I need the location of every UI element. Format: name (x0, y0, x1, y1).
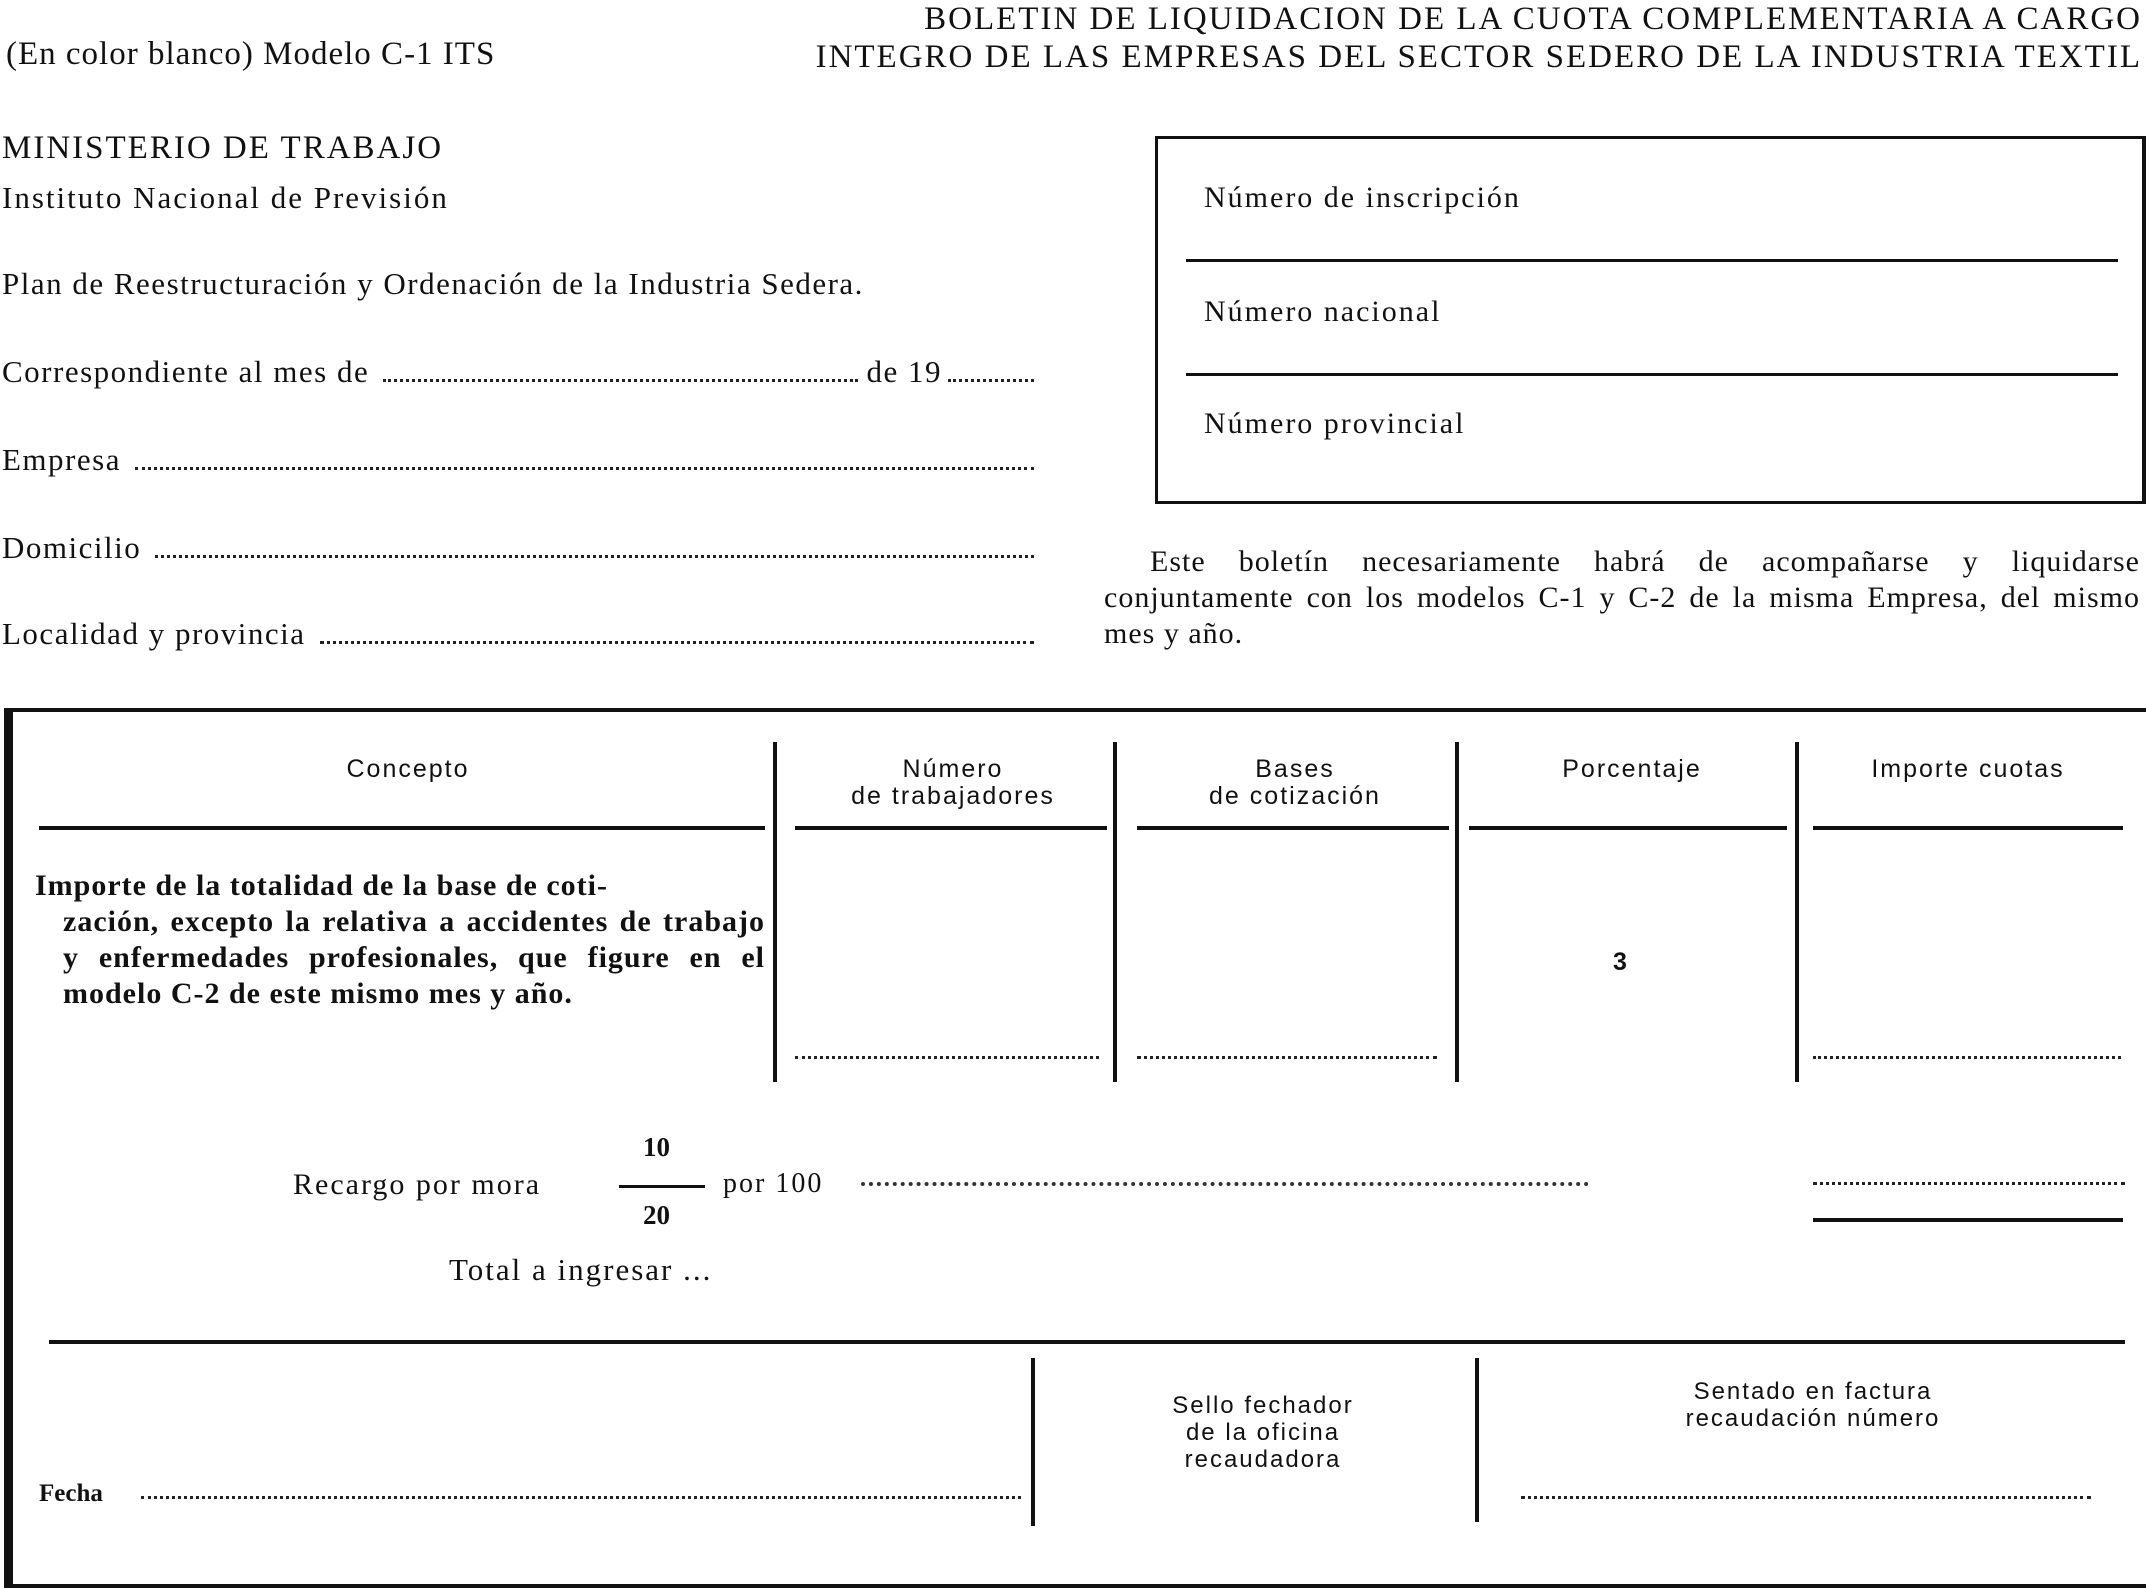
locality-label: Localidad y provincia (2, 616, 306, 651)
header-bases (1135, 756, 1455, 810)
recargo-amount-blank[interactable] (1813, 1182, 2125, 1185)
column-divider (1113, 742, 1117, 1082)
header-concepto: Concepto (346, 755, 470, 783)
invoice-number-blank[interactable] (1521, 1496, 2091, 1499)
stamp-label-line-1: Sello fechador (1172, 1392, 1354, 1419)
stamp-label-line-2: de la oficina (1185, 1419, 1341, 1446)
column-divider (1795, 742, 1799, 1082)
header-trabajadores (793, 756, 1113, 810)
plan-name: Plan de Reestructuración y Ordenación de la Industria Sedera. (2, 266, 864, 301)
concept-description (35, 868, 765, 1012)
registration-divider (1186, 373, 2118, 376)
month-blank[interactable] (383, 379, 858, 382)
header-porcentaje: Porcentaje (1562, 755, 1702, 783)
locality-field[interactable] (2, 616, 1042, 652)
fecha-label: Fecha (39, 1480, 103, 1507)
total-label: Total a ingresar ... (449, 1252, 713, 1287)
invoice-label-line-2: recaudación número (1685, 1405, 1941, 1432)
ministry-name: MINISTERIO DE TRABAJO (2, 130, 444, 166)
footer-column-divider (1475, 1358, 1479, 1522)
locality-blank[interactable] (320, 641, 1034, 644)
column-divider (1455, 742, 1459, 1082)
recargo-leader-dots (861, 1182, 1589, 1186)
invoice-area-label (1513, 1378, 2113, 1432)
header-bases-line-2: de cotización (1209, 782, 1381, 810)
footer-divider (49, 1340, 2125, 1344)
footer-column-divider (1031, 1358, 1035, 1526)
institute-name: Instituto Nacional de Previsión (2, 180, 449, 215)
year-blank[interactable] (948, 379, 1034, 382)
header-rule (1469, 826, 1787, 830)
total-rule (1813, 1218, 2123, 1222)
header-bases-line-1: Bases (1255, 755, 1335, 783)
bases-blank[interactable] (1137, 1056, 1437, 1059)
form-title-line-1: BOLETIN DE LIQUIDACION DE LA CUOTA COMPLEMENTARIA A CARGO (924, 1, 2142, 37)
recargo-numerator: 10 (643, 1132, 670, 1162)
inscription-number-label: Número de inscripción (1204, 181, 1521, 214)
concept-line-1: Importe de la totalidad de la base de coti- (35, 869, 608, 902)
year-label: de 19 (866, 354, 942, 389)
header-rule (1813, 826, 2123, 830)
header-rule (795, 826, 1107, 830)
registration-divider (1186, 259, 2118, 262)
form-title (816, 0, 2142, 76)
stamp-label-line-3: recaudadora (1184, 1446, 1342, 1473)
header-rule (1137, 826, 1449, 830)
importe-blank[interactable] (1813, 1056, 2121, 1059)
recargo-per-hundred: por 100 (723, 1168, 824, 1199)
column-divider (773, 742, 777, 1082)
header-importe: Importe cuotas (1871, 755, 2065, 783)
header-trabajadores-line-1: Número (902, 755, 1004, 783)
stamp-area-label (1073, 1392, 1453, 1473)
header-rule (39, 826, 765, 830)
invoice-label-line-1: Sentado en factura (1693, 1378, 1933, 1405)
recargo-label: Recargo por mora (293, 1168, 542, 1201)
recargo-denominator: 20 (643, 1200, 670, 1230)
month-field[interactable] (2, 354, 1042, 390)
provincial-number-label: Número provincial (1204, 407, 1466, 440)
instructions-note: Este boletín necesariamente habrá de acompañarse y liquidarse conjuntamente con los modelos C-1 y C-2 de la misma Empresa, del mismo mes y año. (1104, 545, 2140, 650)
company-field[interactable] (2, 442, 1042, 478)
company-label: Empresa (2, 442, 121, 477)
registration-box (1155, 136, 2146, 504)
national-number-label: Número nacional (1204, 295, 1442, 328)
form-title-line-2: INTEGRO DE LAS EMPRESAS DEL SECTOR SEDERO DE LA INDUSTRIA TEXTIL (815, 39, 2142, 75)
fecha-blank[interactable] (141, 1496, 1021, 1499)
company-blank[interactable] (135, 467, 1034, 470)
concept-continuation: zación, excepto la relativa a accidentes de trabajo y enfermedades profesionales, que figure en el modelo C-2 de este mismo mes y año. (63, 905, 765, 1010)
percentage-value: 3 (1613, 948, 1627, 976)
address-label: Domicilio (2, 530, 142, 565)
address-blank[interactable] (155, 555, 1034, 558)
month-label: Correspondiente al mes de (2, 354, 370, 389)
fraction-bar (619, 1185, 705, 1188)
address-field[interactable] (2, 530, 1042, 566)
model-label: (En color blanco) Modelo C-1 ITS (6, 36, 496, 72)
settlement-table (4, 708, 2146, 1588)
header-trabajadores-line-2: de trabajadores (851, 782, 1055, 810)
workers-blank[interactable] (795, 1056, 1099, 1059)
